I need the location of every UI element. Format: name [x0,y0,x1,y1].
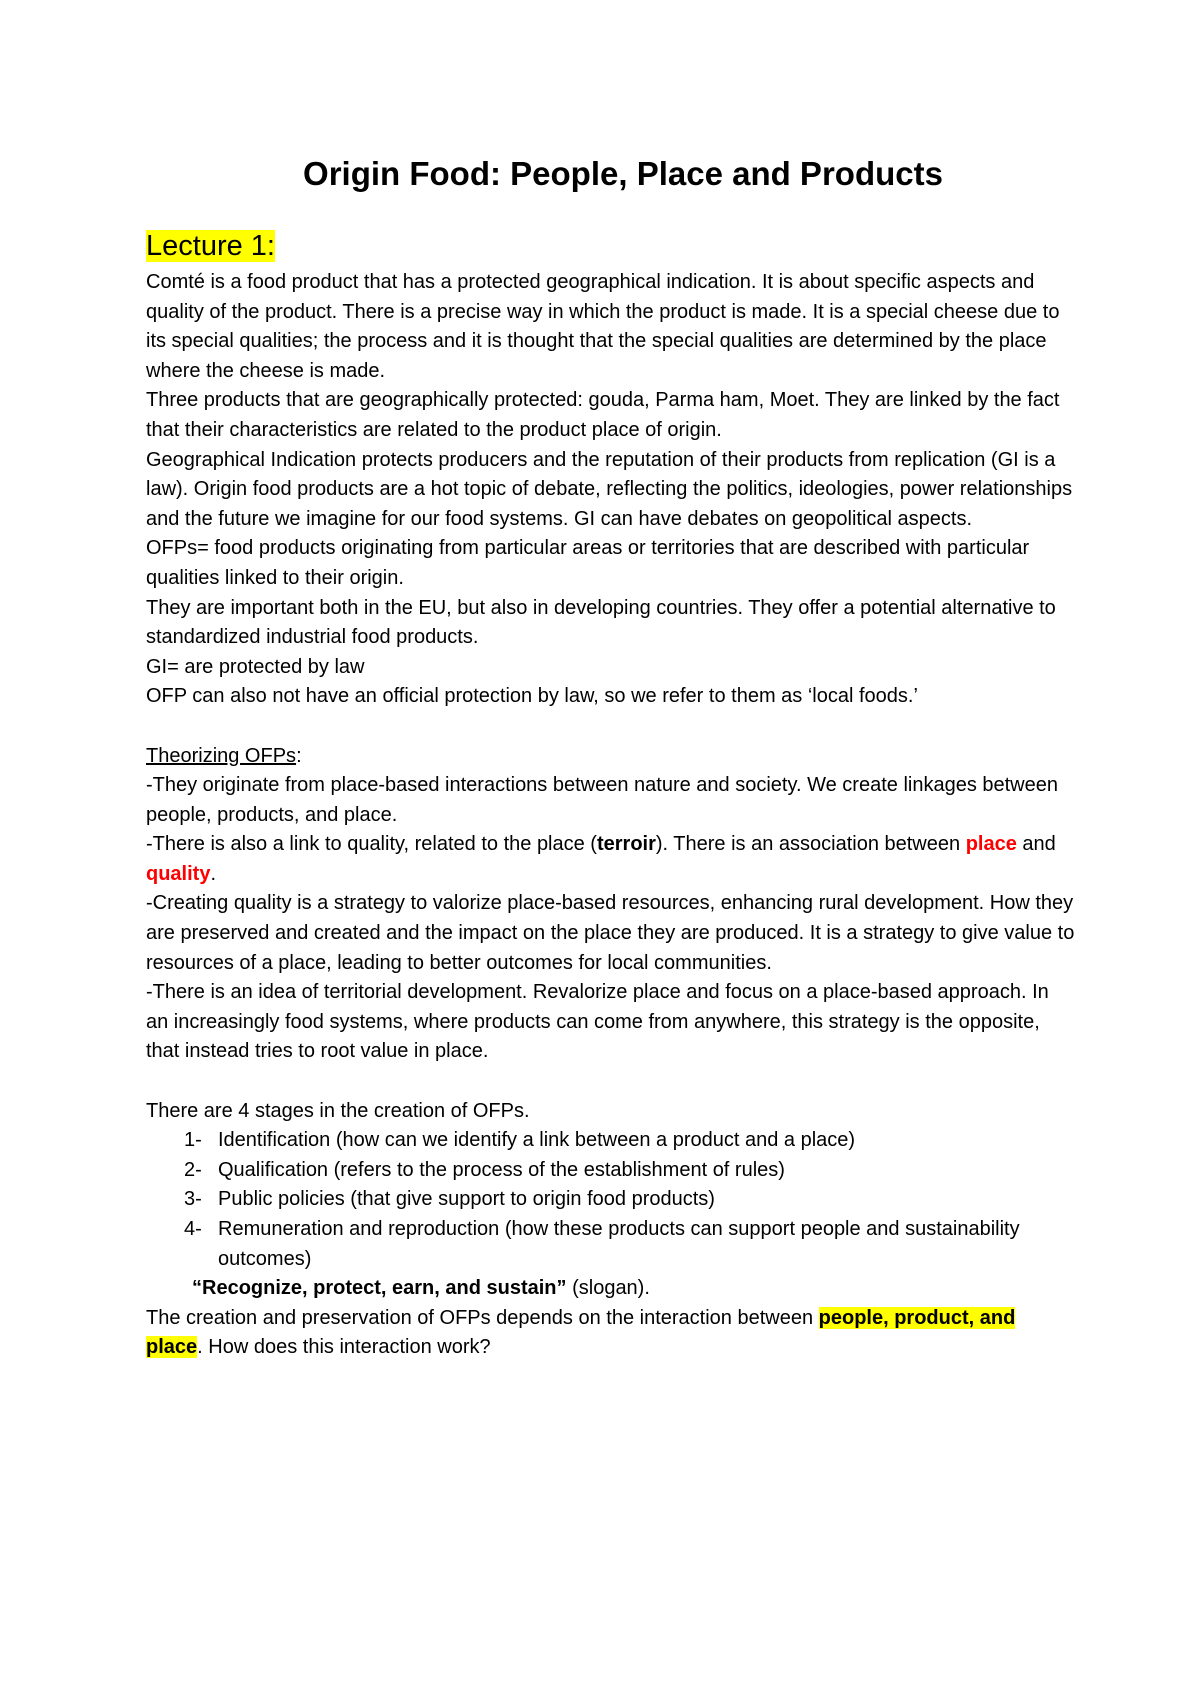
list-item-text: Identification (how can we identify a link between a product and a place) [218,1129,856,1152]
closing-text-a: The creation and preservation of OFPs depends on the interaction between [146,1306,819,1329]
paragraph-comte: Comté is a food product that has a protected geographical indication. It is about specific aspects and quality of the product. There is a precise way in which the product is made. It is a special cheese due to its special qualities; the process and it is thought that the special qualities are determined by the place where the cheese is made. [146,271,1060,382]
list-item [146,1126,1076,1156]
paragraph-importance: They are important both in the EU, but also in developing countries. They offer a potential alternative to standardized industrial food products. [146,596,1056,649]
closing-paragraph [146,1304,1076,1363]
quality-term: quality [146,862,211,885]
quality-text-a: -There is also a link to quality, related to the place ( [146,833,597,856]
list-item [146,1156,1076,1186]
closing-text-b: . How does this interaction work? [197,1336,491,1359]
terroir-term: terroir [596,833,656,856]
theorizing-heading: Theorizing OFPs [146,744,297,767]
list-item-number: 2- [184,1158,202,1181]
paragraph-protected-products: Three products that are geographically protected: gouda, Parma ham, Moet. They are linked by the fact that their characteristics are related to the product place of origin. [146,389,1060,441]
theorizing-heading-colon: : [296,744,302,767]
theorizing-point-quality [146,830,1076,889]
stages-list [146,1126,1076,1274]
quality-text-b: ). There is an association between [655,833,966,856]
paragraph-geographical-indication: Geographical Indication protects producers and the reputation of their products from replication (GI is a law). Origin food products are a hot topic of debate, reflecting the politics, ideologies, power relationships and the future we imagine for our food systems. GI can have debates on geopolitical aspects. [146,448,1073,530]
place-term: place [965,833,1017,856]
slogan-suffix: (slogan). [566,1277,650,1300]
list-item-number: 3- [184,1188,202,1211]
list-item-text: Public policies (that give support to origin food products) [218,1188,715,1211]
document-title: Origin Food: People, Place and Products [303,155,943,192]
list-item-number: 1- [184,1129,202,1152]
paragraph-local-foods: OFP can also not have an official protection by law, so we refer to them as ‘local foods.’ [146,685,918,708]
theorizing-point-interactions: -They originate from place-based interactions between nature and society. We create linkages between people, products, and place. [146,774,1058,826]
paragraph-ofps-definition: OFPs= food products originating from particular areas or territories that are described with particular qualities linked to their origin. [146,537,1030,589]
list-item-text: Remuneration and reproduction (how these products can support people and sustainability outcomes) [218,1218,1020,1270]
closing-highlight: people, product, and place [146,1306,1016,1359]
blank-line [146,712,1076,742]
slogan-line [146,1274,1076,1304]
list-item [146,1185,1076,1215]
theorizing-point-territorial: -There is an idea of territorial development. Revalorize place and focus on a place-based approach. In an increasingly food systems, where products can come from anywhere, this strategy is the opposite, that instead tries to root value in place. [146,981,1049,1063]
quality-text-end: . [210,862,217,885]
theorizing-point-strategy: -Creating quality is a strategy to valorize place-based resources, enhancing rural development. How they are preserved and created and the impact on the place they are produced. It is a strategy to give value to resources of a place, leading to better outcomes for local communities. [146,892,1075,974]
lecture-heading-highlight: Lecture 1: [146,230,275,262]
stages-intro: There are 4 stages in the creation of OFPs. [146,1099,530,1122]
document-body [146,150,1076,1363]
slogan-text: “Recognize, protect, earn, and sustain” [192,1277,567,1300]
list-item-text: Qualification (refers to the process of the establishment of rules) [218,1158,785,1181]
theorizing-heading-line [146,742,1076,772]
paragraph-gi-definition: GI= are protected by law [146,655,365,678]
list-item-number: 4- [184,1218,202,1240]
quality-text-and: and [1016,833,1056,856]
lecture-heading [146,224,1076,268]
list-item [146,1215,1076,1274]
blank-line [146,1067,1076,1097]
